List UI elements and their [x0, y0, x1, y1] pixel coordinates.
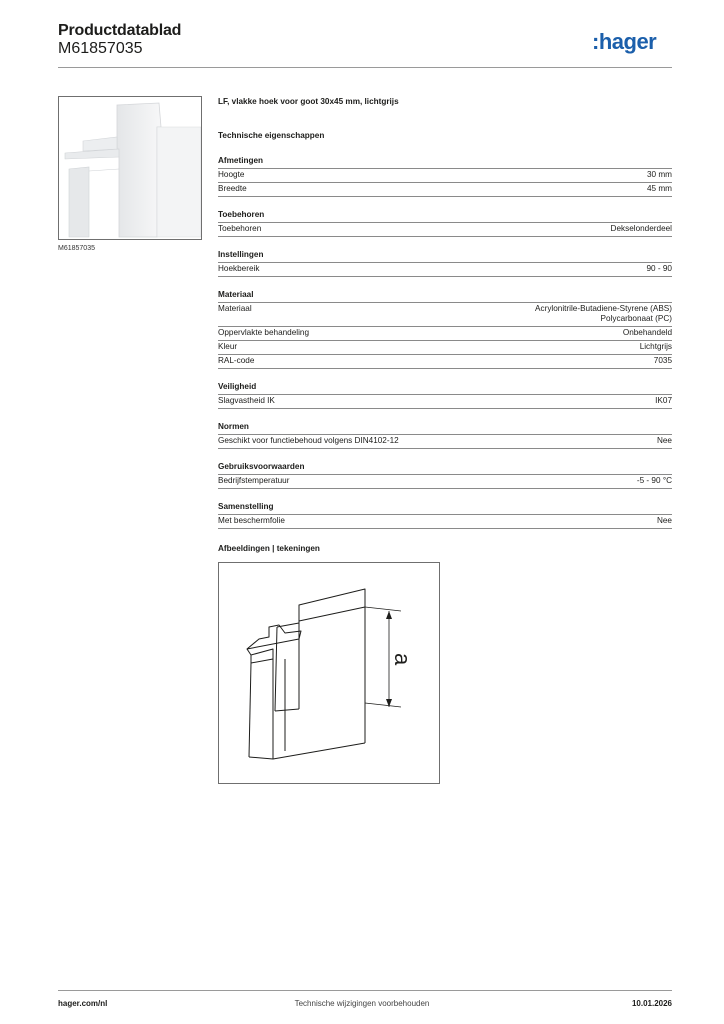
spec-group-heading: Veiligheid — [218, 382, 257, 391]
spec-label: Oppervlakte behandeling — [218, 328, 310, 337]
dimension-label: a — [390, 653, 415, 666]
product-description: LF, vlakke hoek voor goot 30x45 mm, lichtgrijs — [218, 97, 399, 106]
spec-value — [647, 264, 673, 274]
spec-value-line: 45 mm — [646, 184, 672, 193]
spec-row — [218, 182, 672, 196]
spec-row — [218, 326, 672, 340]
spec-value — [637, 476, 672, 486]
product-photo — [58, 96, 202, 240]
footer-divider — [58, 990, 672, 991]
spec-value-line: -5 - 90 °C — [636, 476, 672, 485]
spec-value-line: Nee — [656, 516, 672, 525]
spec-value-line: Onbehandeld — [622, 328, 672, 337]
spec-value-line: Dekselonderdeel — [610, 224, 672, 233]
spec-label: Toebehoren — [218, 224, 262, 233]
spec-row — [218, 168, 672, 182]
header-divider — [58, 67, 672, 68]
spec-row — [218, 262, 672, 276]
spec-label: Breedte — [218, 184, 247, 193]
spec-value — [647, 170, 672, 180]
spec-value-line: IK07 — [655, 396, 672, 405]
spec-row — [218, 302, 672, 326]
spec-value — [654, 356, 672, 366]
images-heading: Afbeeldingen | tekeningen — [218, 544, 320, 553]
page-title: Productdatablad — [58, 22, 182, 39]
spec-group-divider — [218, 368, 672, 382]
footer-website[interactable]: hager.com/nl — [58, 999, 108, 1008]
spec-group-divider — [218, 528, 672, 542]
spec-group-divider — [218, 276, 672, 290]
spec-label: Bedrijfstemperatuur — [218, 476, 290, 485]
spec-group-heading: Gebruiksvoorwaarden — [218, 462, 305, 471]
spec-group-heading: Normen — [218, 422, 249, 431]
spec-group-heading: Afmetingen — [218, 156, 264, 165]
product-image — [59, 97, 201, 239]
spec-label: Kleur — [218, 342, 238, 351]
spec-group-divider — [218, 448, 672, 462]
spec-row — [218, 340, 672, 354]
spec-table — [218, 97, 672, 542]
spec-label: Met beschermfolie — [218, 516, 285, 525]
technical-drawing — [218, 562, 440, 784]
spec-value-line: Lichtgrijs — [639, 342, 672, 351]
spec-label: Materiaal — [218, 304, 252, 313]
logo-text: :hager — [592, 29, 657, 54]
spec-row — [218, 394, 672, 408]
spec-group-divider — [218, 408, 672, 422]
spec-value-line: Polycarbonaat (PC) — [600, 314, 672, 323]
hager-logo — [592, 28, 674, 56]
drawing-svg — [219, 563, 439, 783]
spec-value — [640, 342, 672, 352]
spec-row — [218, 354, 672, 368]
product-code: M61857035 — [58, 40, 143, 57]
spec-label: Geschikt voor functiebehoud volgens DIN4102-12 — [218, 436, 399, 445]
technical-properties-heading: Technische eigenschappen — [218, 131, 325, 140]
footer-date: 10.01.2026 — [631, 999, 672, 1008]
spec-group-divider — [218, 236, 672, 250]
spec-value-line: Nee — [656, 436, 672, 445]
spec-value — [657, 516, 672, 526]
spec-group-heading: Materiaal — [218, 290, 254, 299]
spec-row — [218, 222, 672, 236]
spec-group-divider — [218, 196, 672, 210]
photo-caption: M61857035 — [58, 245, 95, 252]
spec-row — [218, 514, 672, 528]
spec-value-line: 7035 — [653, 356, 672, 365]
spec-group-heading: Instellingen — [218, 250, 264, 259]
spec-value — [655, 396, 672, 406]
spec-label: Hoekbereik — [218, 264, 260, 273]
spec-label: Slagvastheid IK — [218, 396, 275, 405]
spec-value-line: 30 mm — [646, 170, 672, 179]
spec-value-line: 90 - 90 — [646, 264, 672, 273]
spec-value-line: Acrylonitrile-Butadiene-Styrene (ABS) — [535, 304, 672, 313]
spec-group-divider — [218, 488, 672, 502]
spec-row — [218, 474, 672, 488]
spec-value — [535, 304, 672, 324]
spec-value — [623, 328, 672, 338]
spec-row — [218, 434, 672, 448]
spec-label: Hoogte — [218, 170, 245, 179]
spec-group-heading: Samenstelling — [218, 502, 274, 511]
spec-value — [657, 436, 672, 446]
spec-label: RAL-code — [218, 356, 255, 365]
footer-disclaimer: Technische wijzigingen voorbehouden — [294, 999, 430, 1008]
spec-value — [647, 184, 672, 194]
spec-groups — [218, 156, 672, 542]
spec-group-heading: Toebehoren — [218, 210, 265, 219]
spec-value — [611, 224, 672, 234]
